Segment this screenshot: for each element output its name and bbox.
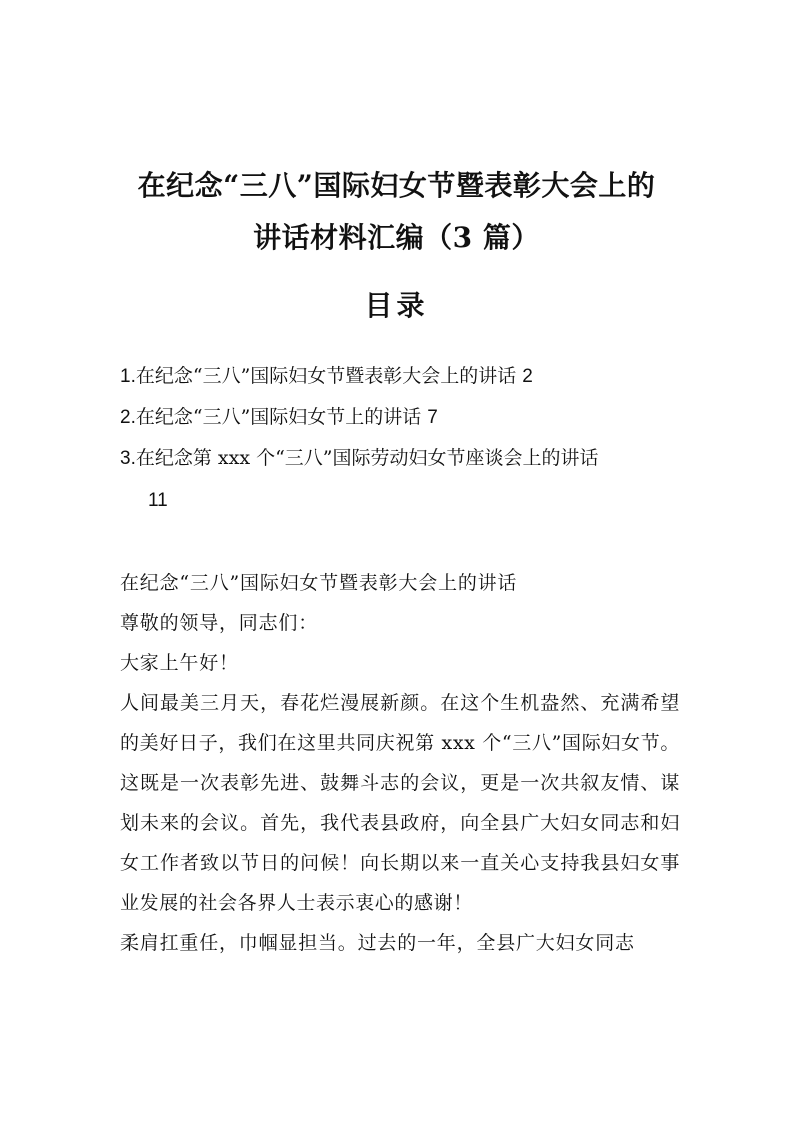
greeting: 大家上午好！ xyxy=(120,652,239,674)
paragraph-1: 人间最美三月天，春花烂漫展新颜。在这个生机盎然、充满希望的美好日子，我们在这里共同庆祝第 xxx 个“三八”国际妇女节。这既是一次表彰先进、鼓舞斗志的会议，更是一次共叙友情、谋划未来的会议。首先，我代表县政府，向全县广大妇女同志和妇女工作者致以节日的问候！向长期以来一直关心支持我县妇女事业发展的社会各界人士表示衷心的感谢！ xyxy=(120,692,680,914)
toc-item-page: 11 xyxy=(148,490,168,511)
paragraph-2: 柔肩扛重任，巾帼显担当。过去的一年，全县广大妇女同志 xyxy=(120,932,635,954)
toc-item-page: 2 xyxy=(522,366,533,387)
toc-item-text: 在纪念“三八”国际妇女节暨表彰大会上的讲话 xyxy=(135,365,517,387)
toc-item-number: 2. xyxy=(120,407,136,428)
toc-item-page: 7 xyxy=(427,407,438,428)
table-of-contents xyxy=(120,356,680,521)
toc-item-2[interactable] xyxy=(120,397,680,438)
toc-heading: 目录 xyxy=(364,289,429,322)
toc-item-text: 在纪念第 xxx 个“三八”国际劳动妇女节座谈会上的讲话 xyxy=(135,447,599,469)
speech-title: 在纪念“三八”国际妇女节暨表彰大会上的讲话 xyxy=(120,572,518,594)
toc-item-number: 1. xyxy=(120,366,136,387)
toc-item-number: 3. xyxy=(120,448,136,469)
document-title-line-2: 讲话材料汇编（3 篇） xyxy=(253,221,540,254)
toc-item-3[interactable] xyxy=(120,438,680,521)
document-title-line-1: 在纪念“三八”国际妇女节暨表彰大会上的 xyxy=(137,169,656,202)
toc-item-1[interactable] xyxy=(120,356,680,397)
speech-body xyxy=(120,563,680,963)
toc-item-text: 在纪念“三八”国际妇女节上的讲话 xyxy=(135,406,422,428)
salutation: 尊敬的领导，同志们： xyxy=(120,612,319,634)
